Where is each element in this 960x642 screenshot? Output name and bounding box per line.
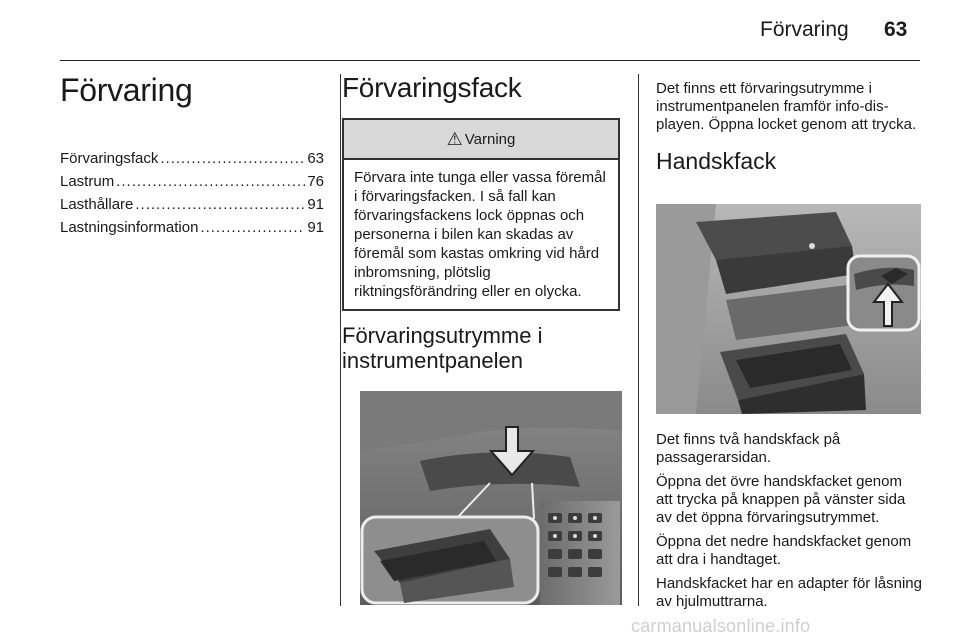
column-divider-right xyxy=(638,74,639,606)
warning-box xyxy=(342,118,620,311)
chapter-contents xyxy=(60,72,324,239)
warning-icon: ⚠ xyxy=(446,128,463,149)
toc-entry-label: Lasthållare xyxy=(60,196,134,213)
glovebox-paragraph: Det finns två handskfack på passagerarsidan. xyxy=(656,431,841,466)
right-column xyxy=(656,80,922,175)
toc-entry[interactable] xyxy=(60,147,324,170)
running-header-title: Förvaring xyxy=(760,18,849,41)
header-rule xyxy=(60,60,920,61)
toc-entry[interactable] xyxy=(60,170,324,193)
toc-leader xyxy=(135,193,305,216)
glovebox-text xyxy=(656,431,922,617)
toc-entry[interactable] xyxy=(60,216,324,239)
section-title: Förvaringsfack xyxy=(342,72,522,103)
toc-entry-page: 63 xyxy=(307,150,324,167)
warning-header xyxy=(344,120,618,160)
glovebox-heading: Handskfack xyxy=(656,148,777,174)
chapter-title: Förvaring xyxy=(60,72,193,108)
toc-entry-label: Lastningsinformation xyxy=(60,219,199,236)
toc-entry-label: Förvaringsfack xyxy=(60,150,159,167)
toc-leader xyxy=(160,147,305,170)
glovebox-paragraph: Öppna det nedre handskfacket genom att dra i handtaget. xyxy=(656,533,912,568)
toc-entry-page: 91 xyxy=(307,196,324,213)
warning-text: Förvara inte tunga eller vassa föremål i förvaringsfacken. I så fall kan förvaringsfackens lock öppnas och personerna i bilen kan skadas av föremål som kastas omkring vid hård inbromsning, plötslig riktningsförändring eller en olycka. xyxy=(354,169,606,300)
toc-entry-label: Lastrum xyxy=(60,173,115,190)
middle-column xyxy=(342,72,622,381)
column-divider-left xyxy=(340,74,341,606)
dashboard-storage-illustration xyxy=(360,391,622,605)
toc-entry-page: 76 xyxy=(307,173,324,190)
page-number: 63 xyxy=(884,18,908,41)
warning-title: Varning xyxy=(464,130,516,148)
storage-intro-paragraph: Det finns ett förvaringsutrymme i instrumentpanelen framför info-displayen. Öppna locket genom att trycka. xyxy=(656,80,917,133)
watermark: carmanualsonline.info xyxy=(631,616,811,636)
toc-entry[interactable] xyxy=(60,193,324,216)
toc-leader xyxy=(200,216,305,239)
glovebox-paragraph: Handskfacket har en adapter för låsning av hjulmuttrarna. xyxy=(656,575,922,610)
toc-leader xyxy=(116,170,305,193)
glovebox-illustration xyxy=(656,204,921,414)
glovebox-paragraph: Öppna det övre handskfacket genom att trycka på knappen på vänster sida av det öppna förvaringsutrymmet. xyxy=(656,473,906,526)
toc-entry-page: 91 xyxy=(307,219,324,236)
subsection-title: Förvaringsutrymme i instrumentpanelen xyxy=(342,323,543,373)
